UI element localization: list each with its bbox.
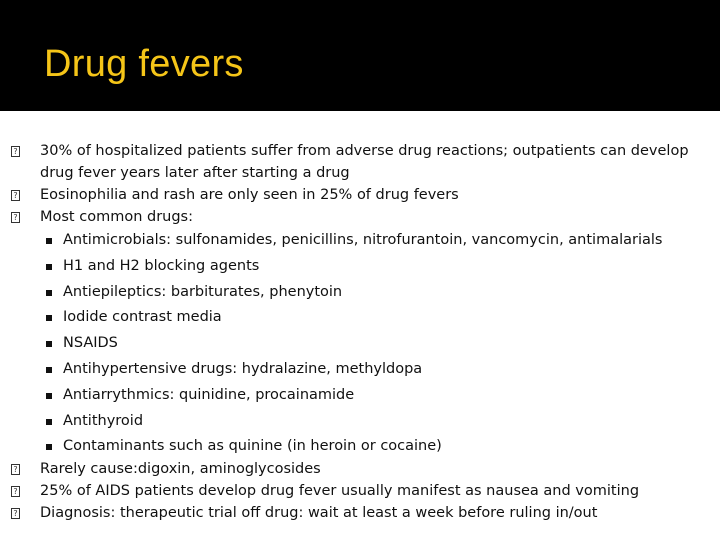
sub-bullet-item (0, 280, 720, 306)
sub-bullet-text: H1 and H2 blocking agents (63, 257, 260, 274)
sub-bullet-text: Antiepileptics: barbiturates, phenytoin (63, 283, 343, 300)
square-bullet-icon (46, 341, 52, 347)
square-bullet-icon (46, 238, 52, 244)
sub-bullet-text: Antimicrobials: sulfonamides, penicillins, nitrofurantoin, vancomycin, antimalarials (63, 232, 663, 248)
sub-bullet-item (0, 357, 720, 383)
slide-title: Drug fevers (44, 43, 244, 85)
sub-bullet-item (0, 409, 720, 435)
square-bullet-icon (46, 393, 52, 399)
missing-glyph-box-icon: ? (11, 508, 20, 519)
square-bullet-icon (46, 290, 52, 296)
missing-glyph-box-icon: ? (11, 146, 20, 157)
sub-bullet-list (0, 228, 720, 458)
bullet-text: Diagnosis: therapeutic trial off drug: wait at least a week before ruling in/out (40, 505, 598, 522)
bullet-item (0, 502, 720, 524)
sub-bullet-item (0, 254, 720, 280)
square-bullet-icon (46, 264, 52, 270)
bullet-item (0, 206, 720, 228)
sub-bullet-text: Iodide contrast media (63, 309, 222, 326)
square-bullet-icon (46, 367, 52, 373)
sub-bullet-text: Antiarrythmics: quinidine, procainamide (63, 386, 355, 403)
sub-bullet-item (0, 383, 720, 409)
square-bullet-icon (46, 419, 52, 425)
bullet-text: 30% of hospitalized patients suffer from adverse drug reactions; outpatients can develop drug fever years later after starting a drug (40, 143, 689, 181)
bullet-text: Eosinophilia and rash are only seen in 25% of drug fevers (40, 187, 459, 203)
missing-glyph-box-icon: ? (11, 486, 20, 497)
bullet-text: Rarely cause:digoxin, aminoglycosides (40, 461, 321, 478)
bullet-item (0, 480, 720, 502)
sub-bullet-item (0, 305, 720, 331)
missing-glyph-box-icon: ? (11, 190, 20, 201)
sub-bullet-text: Contaminants such as quinine (in heroin or cocaine) (63, 438, 442, 455)
sub-bullet-text: Antihypertensive drugs: hydralazine, methyldopa (63, 360, 423, 377)
square-bullet-icon (46, 444, 52, 450)
sub-bullet-text: Antithyroid (63, 412, 144, 429)
sub-bullet-item (0, 331, 720, 357)
sub-bullet-text: NSAIDS (63, 335, 118, 352)
missing-glyph-box-icon: ? (11, 212, 20, 223)
sub-bullet-item (0, 228, 720, 254)
sub-bullet-item (0, 434, 720, 458)
bullet-text: Most common drugs: (40, 209, 193, 225)
bullet-item (0, 140, 720, 184)
bullet-item (0, 184, 720, 206)
title-band (0, 0, 720, 111)
missing-glyph-box-icon: ? (11, 464, 20, 475)
bullet-item (0, 458, 720, 480)
slide-content (0, 140, 720, 524)
bullet-text: 25% of AIDS patients develop drug fever usually manifest as nausea and vomiting (40, 483, 640, 500)
square-bullet-icon (46, 315, 52, 321)
